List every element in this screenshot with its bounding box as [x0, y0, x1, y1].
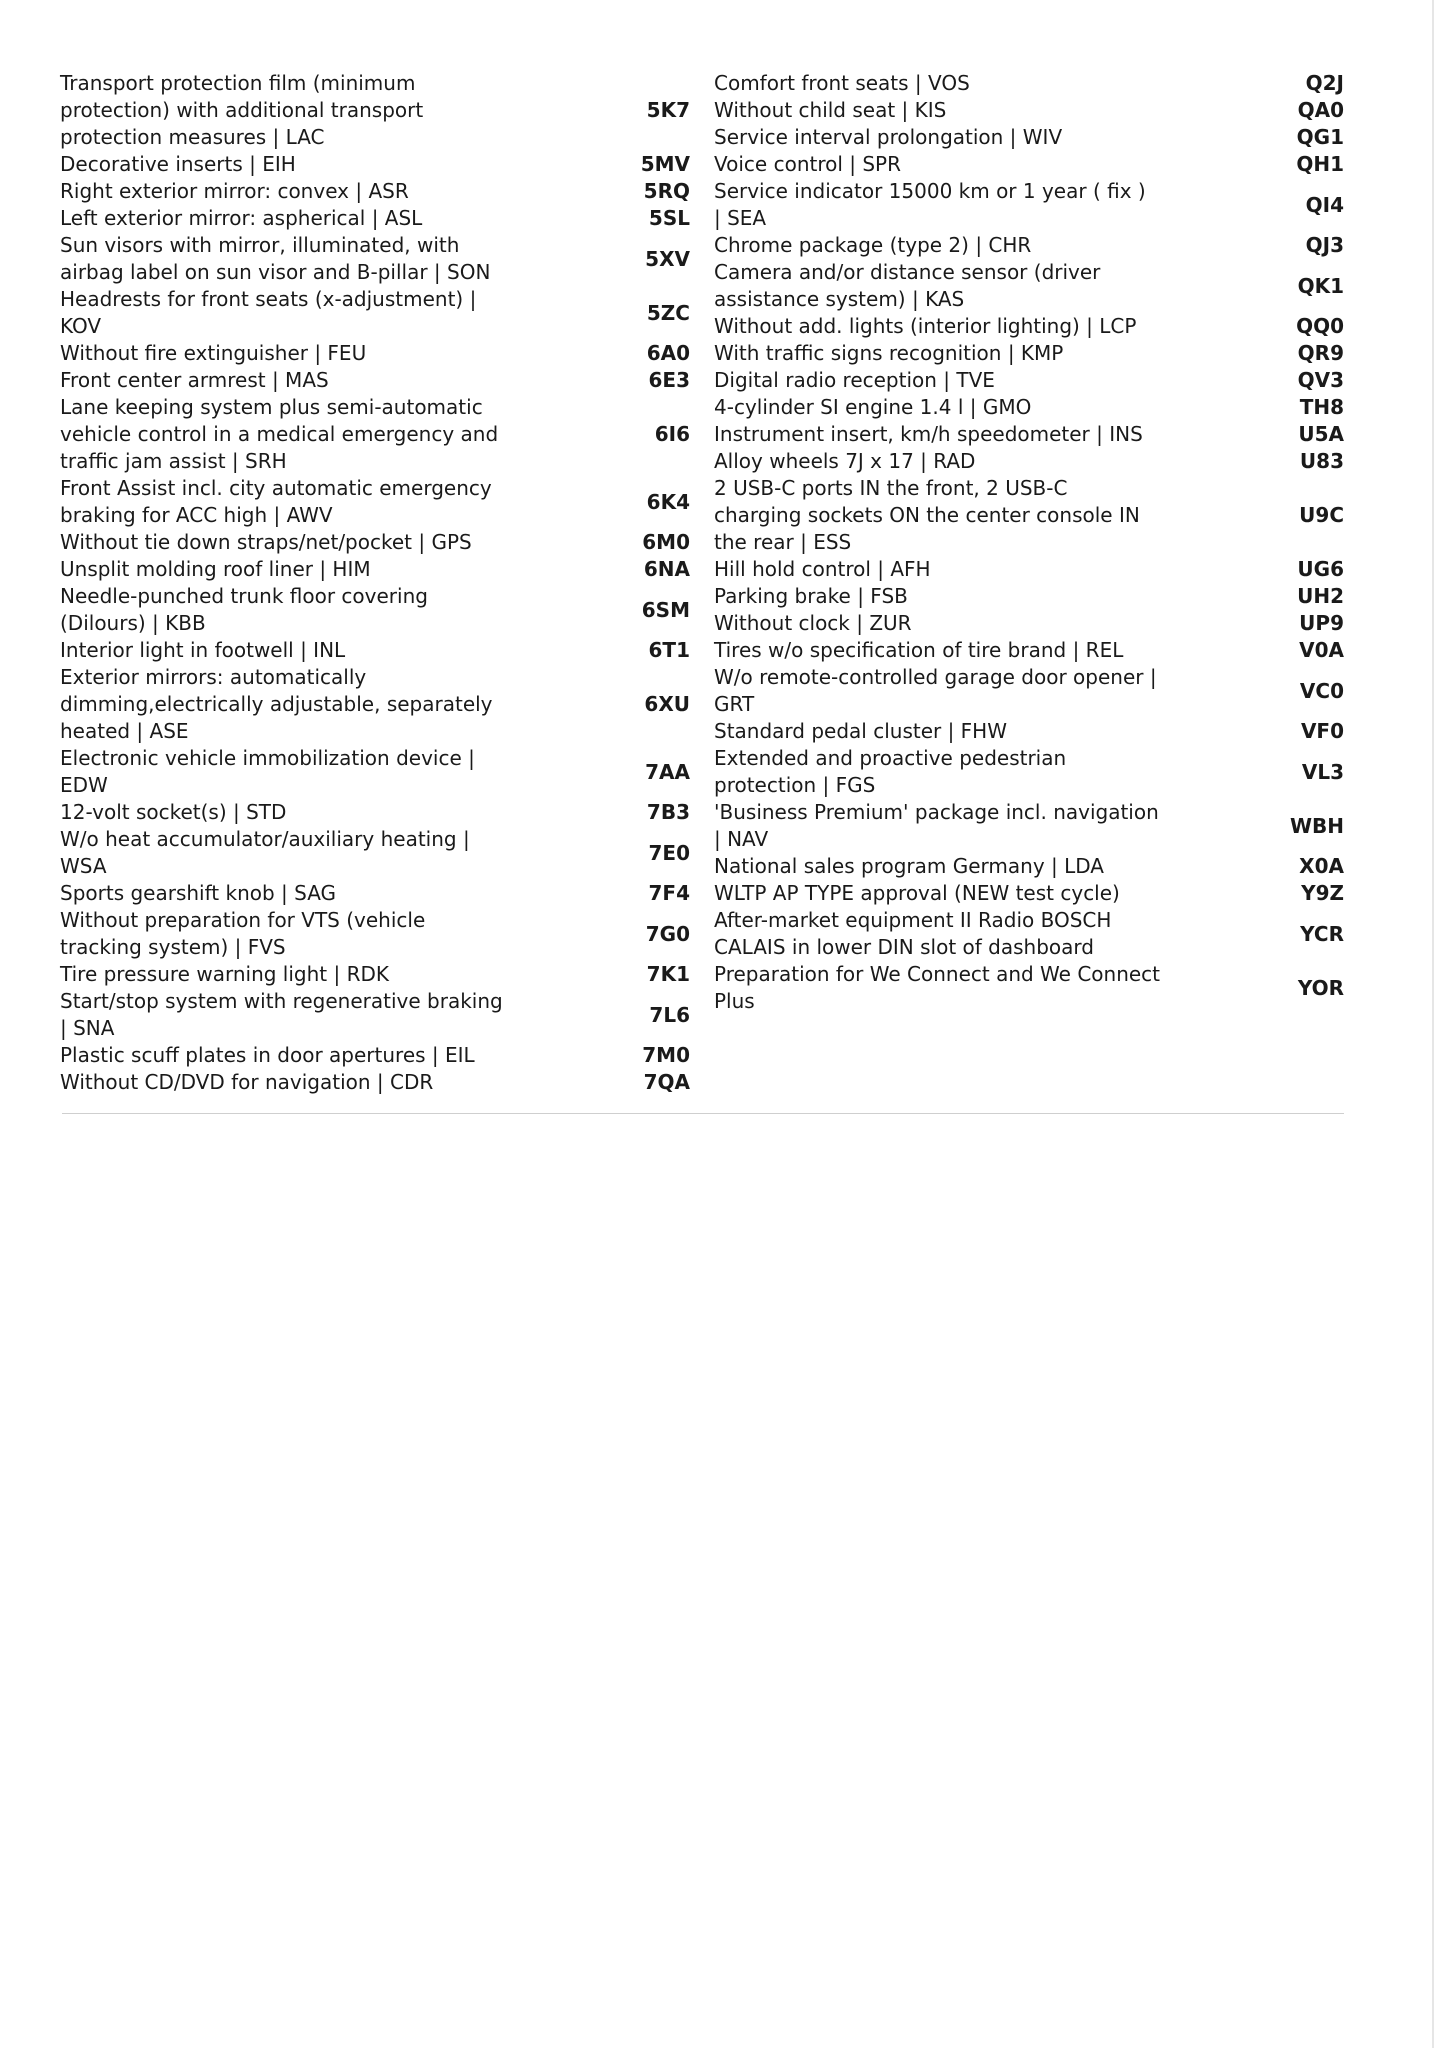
option-code: VF0 [1300, 719, 1344, 743]
option-row [60, 178, 690, 205]
option-description: Voice control | SPR [714, 152, 902, 176]
option-description: Without fire extinguisher | FEU [60, 341, 367, 365]
option-row [714, 475, 1344, 556]
option-code: 6A0 [646, 341, 690, 365]
option-description: Preparation for We Connect and We Connect Plus [714, 962, 1161, 1013]
option-row [60, 394, 690, 475]
option-row [60, 664, 690, 745]
option-row [60, 232, 690, 286]
option-row [60, 529, 690, 556]
option-description: 12-volt socket(s) | STD [60, 800, 287, 824]
option-code: TH8 [1299, 395, 1344, 419]
option-code: 5K7 [646, 98, 690, 122]
option-code: X0A [1299, 854, 1344, 878]
option-row [714, 394, 1344, 421]
option-description: National sales program Germany | LDA [714, 854, 1104, 878]
option-row [60, 151, 690, 178]
option-code: 6K4 [646, 489, 690, 514]
option-row [60, 1042, 690, 1069]
option-row [714, 853, 1344, 880]
option-code: WBH [1289, 813, 1344, 838]
option-row [714, 448, 1344, 475]
option-row [60, 637, 690, 664]
option-row [714, 97, 1344, 124]
option-row [60, 1069, 690, 1096]
option-code: U9C [1299, 503, 1344, 527]
option-code: 7K1 [646, 962, 690, 986]
option-code: QH1 [1296, 152, 1344, 176]
option-code: QG1 [1296, 125, 1344, 149]
option-code: 6XU [644, 692, 690, 716]
option-row [714, 259, 1344, 313]
option-row [714, 70, 1344, 97]
option-code: 7G0 [645, 921, 690, 946]
option-code: UH2 [1297, 584, 1344, 608]
option-row [714, 340, 1344, 367]
option-code: 7M0 [642, 1043, 690, 1067]
option-description: Digital radio reception | TVE [714, 368, 995, 392]
option-code: QR9 [1297, 341, 1344, 365]
option-row [714, 745, 1344, 799]
options-list-left [60, 70, 690, 1096]
option-code: QQ0 [1296, 314, 1344, 338]
option-description: Start/stop system with regenerative braking | SNA [60, 989, 503, 1040]
option-code: VC0 [1299, 678, 1344, 703]
option-description: 4-cylinder SI engine 1.4 l | GMO [714, 395, 1032, 419]
option-row [60, 988, 690, 1042]
option-row [60, 556, 690, 583]
option-row [714, 664, 1344, 718]
section-divider [62, 1113, 1344, 1114]
option-row [714, 718, 1344, 745]
option-description: Service interval prolongation | WIV [714, 125, 1063, 149]
option-row [60, 583, 690, 637]
option-description: WLTP AP TYPE approval (NEW test cycle) [714, 881, 1120, 905]
option-code: VL3 [1301, 759, 1344, 784]
option-description: After-market equipment II Radio BOSCH CALAIS in lower DIN slot of dashboard [714, 908, 1112, 959]
option-code: QK1 [1297, 273, 1344, 298]
option-code: 7AA [645, 759, 690, 784]
option-code: 5RQ [643, 179, 690, 203]
option-description: Front Assist incl. city automatic emergency braking for ACC high | AWV [60, 476, 492, 527]
option-code: QJ3 [1305, 233, 1344, 257]
option-row [714, 637, 1344, 664]
option-code: 7E0 [648, 840, 690, 865]
option-row [714, 124, 1344, 151]
option-description: Without tie down straps/net/pocket | GPS [60, 530, 472, 554]
option-code: QI4 [1305, 192, 1344, 217]
option-description: 'Business Premium' package incl. navigation | NAV [714, 800, 1159, 851]
option-code: 6SM [641, 597, 690, 622]
option-description: Plastic scuff plates in door apertures | EIL [60, 1043, 475, 1067]
option-code: 5ZC [646, 300, 690, 325]
option-description: Lane keeping system plus semi-automatic vehicle control in a medical emergency and traffic jam assist | SRH [60, 395, 499, 473]
option-row [60, 367, 690, 394]
option-description: Without child seat | KIS [714, 98, 947, 122]
option-row [714, 151, 1344, 178]
option-code: U83 [1299, 449, 1344, 473]
option-row [714, 610, 1344, 637]
option-description: Without preparation for VTS (vehicle tracking system) | FVS [60, 908, 426, 959]
option-description: Tire pressure warning light | RDK [60, 962, 389, 986]
option-description: Chrome package (type 2) | CHR [714, 233, 1032, 257]
option-code: 5MV [640, 152, 690, 176]
option-code: QA0 [1297, 98, 1344, 122]
option-row [60, 70, 690, 151]
option-row [714, 313, 1344, 340]
option-description: Sports gearshift knob | SAG [60, 881, 337, 905]
option-row [714, 799, 1344, 853]
option-row [714, 961, 1344, 1015]
option-row [60, 907, 690, 961]
option-row [714, 232, 1344, 259]
option-description: Transport protection film (minimum protection) with additional transport protection measures | LAC [60, 71, 424, 149]
option-code: 6T1 [648, 638, 690, 662]
option-row [60, 745, 690, 799]
option-description: Needle-punched trunk floor covering (Dilours) | KBB [60, 584, 428, 635]
option-row [714, 880, 1344, 907]
option-row [60, 205, 690, 232]
option-row [60, 961, 690, 988]
option-description: Extended and proactive pedestrian protection | FGS [714, 746, 1067, 797]
option-code: 6M0 [642, 530, 690, 554]
option-description: Front center armrest | MAS [60, 368, 329, 392]
option-row [60, 799, 690, 826]
option-description: Exterior mirrors: automatically dimming,electrically adjustable, separately heated | ASE [60, 665, 493, 743]
option-description: Hill hold control | AFH [714, 557, 931, 581]
option-description: Interior light in footwell | INL [60, 638, 346, 662]
option-description: Unsplit molding roof liner | HIM [60, 557, 371, 581]
option-code: UP9 [1299, 611, 1344, 635]
option-description: Service indicator 15000 km or 1 year ( fix ) | SEA [714, 179, 1146, 230]
option-description: Without clock | ZUR [714, 611, 912, 635]
page-edge-line [1432, 0, 1434, 2048]
option-code: 5SL [648, 206, 690, 230]
option-code: 5XV [645, 246, 690, 271]
option-code: 6E3 [648, 368, 690, 392]
option-code: U5A [1298, 422, 1344, 446]
option-code: 7F4 [648, 881, 690, 905]
option-row [60, 286, 690, 340]
option-description: Sun visors with mirror, illuminated, with airbag label on sun visor and B-pillar | SON [60, 233, 491, 284]
option-description: Alloy wheels 7J x 17 | RAD [714, 449, 976, 473]
option-row [714, 583, 1344, 610]
option-code: 7L6 [649, 1002, 690, 1027]
option-description: With traffic signs recognition | KMP [714, 341, 1064, 365]
option-description: Electronic vehicle immobilization device | EDW [60, 746, 475, 797]
option-description: Without add. lights (interior lighting) | LCP [714, 314, 1137, 338]
option-row [60, 880, 690, 907]
option-row [714, 421, 1344, 448]
option-description: Decorative inserts | EIH [60, 152, 296, 176]
option-row [714, 556, 1344, 583]
option-row [714, 907, 1344, 961]
option-description: Instrument insert, km/h speedometer | INS [714, 422, 1143, 446]
options-list-right [714, 70, 1344, 1015]
option-code: UG6 [1297, 557, 1344, 581]
option-row [60, 475, 690, 529]
option-row [60, 340, 690, 367]
option-description: W/o heat accumulator/auxiliary heating | WSA [60, 827, 470, 878]
option-description: Without CD/DVD for navigation | CDR [60, 1070, 434, 1094]
option-code: YCR [1300, 921, 1344, 946]
option-description: Comfort front seats | VOS [714, 71, 970, 95]
option-code: 7B3 [646, 800, 690, 824]
option-code: Y9Z [1301, 881, 1344, 905]
option-code: 6NA [643, 557, 690, 581]
option-code: 6I6 [654, 422, 690, 446]
option-description: W/o remote-controlled garage door opener | GRT [714, 665, 1157, 716]
option-code: V0A [1299, 638, 1344, 662]
option-description: 2 USB-C ports IN the front, 2 USB-C charging sockets ON the center console IN the rear | ESS [714, 476, 1140, 554]
option-description: Standard pedal cluster | FHW [714, 719, 1007, 743]
option-description: Right exterior mirror: convex | ASR [60, 179, 409, 203]
option-description: Headrests for front seats (x-adjustment) | KOV [60, 287, 477, 338]
option-description: Left exterior mirror: aspherical | ASL [60, 206, 423, 230]
option-code: 7QA [643, 1070, 690, 1094]
option-code: QV3 [1297, 368, 1344, 392]
option-description: Parking brake | FSB [714, 584, 908, 608]
option-description: Camera and/or distance sensor (driver assistance system) | KAS [714, 260, 1101, 311]
option-description: Tires w/o specification of tire brand | REL [714, 638, 1124, 662]
option-row [60, 826, 690, 880]
option-code: Q2J [1305, 71, 1344, 95]
option-code: YOR [1297, 975, 1344, 1000]
option-row [714, 178, 1344, 232]
option-row [714, 367, 1344, 394]
